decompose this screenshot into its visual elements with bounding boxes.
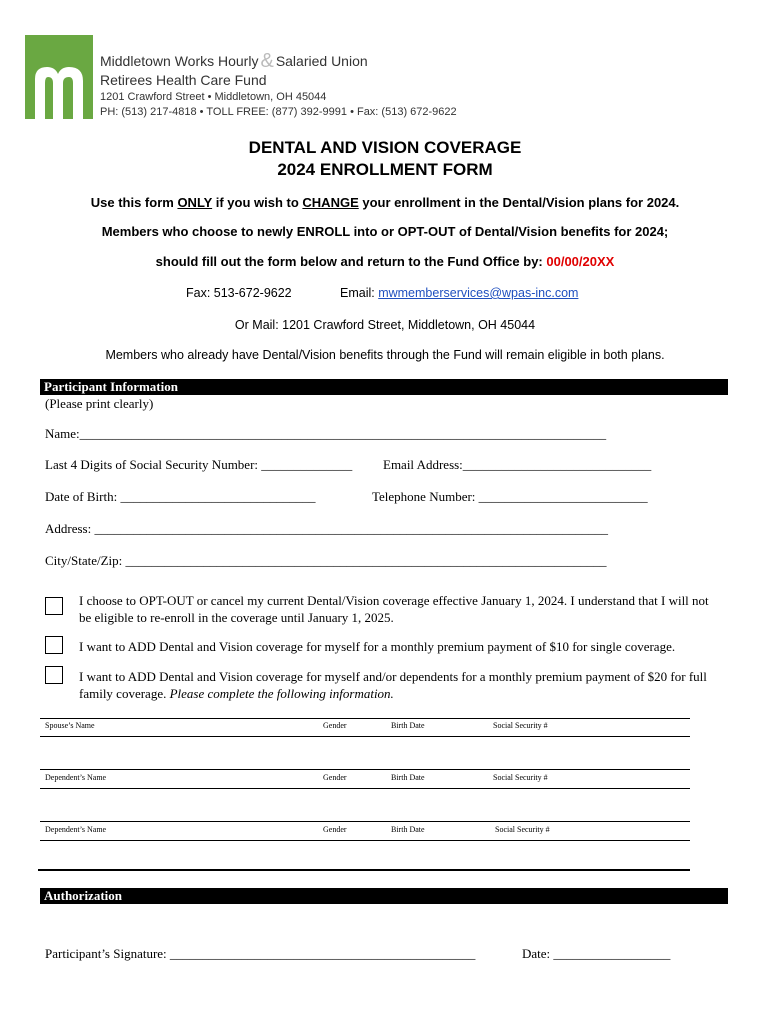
opt-out-checkbox[interactable] bbox=[45, 597, 63, 615]
ampersand: & bbox=[260, 50, 274, 72]
fund-logo bbox=[25, 35, 93, 119]
opt-out-text: I choose to OPT-OUT or cancel my current Dental/Vision coverage effective January 1, 2024. I understand that I will not be eligible to re-enroll in the coverage until January 1, 2025. bbox=[79, 593, 709, 625]
eligibility-note: Members who already have Dental/Vision benefits through the Fund will remain eligible in both plans. bbox=[105, 348, 665, 362]
email-link[interactable]: mwmemberservices@wpas-inc.com bbox=[378, 286, 579, 300]
authorization-section-header: Authorization bbox=[40, 888, 728, 904]
dependent1-birth-label: Birth Date bbox=[391, 773, 425, 782]
mail-address: Or Mail: 1201 Crawford Street, Middletown, OH 45044 bbox=[234, 318, 536, 332]
print-clearly-note: (Please print clearly) bbox=[45, 396, 154, 411]
form-title-line2: 2024 ENROLLMENT FORM bbox=[277, 160, 493, 179]
spouse-birth-label: Birth Date bbox=[391, 721, 425, 730]
email-line: Email: mwmemberservices@wpas-inc.com bbox=[340, 286, 579, 300]
spouse-ssn-label: Social Security # bbox=[493, 721, 548, 730]
dependent2-entry-line[interactable] bbox=[40, 840, 690, 841]
dependent2-ssn-label: Social Security # bbox=[495, 825, 550, 834]
dependent1-name-label: Dependent’s Name bbox=[45, 773, 107, 782]
dependent1-entry-line[interactable] bbox=[40, 788, 690, 789]
intro-line2: Members who choose to newly ENROLL into or OPT-OUT of Dental/Vision benefits for 2024; bbox=[101, 224, 669, 239]
divider bbox=[40, 769, 690, 770]
divider bbox=[40, 821, 690, 822]
signature-field[interactable]: Participant’s Signature: _______________________________________________ bbox=[45, 946, 476, 961]
spouse-name-label: Spouse’s Name bbox=[45, 721, 95, 730]
add-single-checkbox[interactable] bbox=[45, 636, 63, 654]
org-address: 1201 Crawford Street • Middletown, OH 45044 bbox=[100, 91, 327, 103]
dob-field[interactable]: Date of Birth: ______________________________ bbox=[45, 489, 316, 504]
address-field[interactable]: Address: _______________________________________________________________________________ bbox=[45, 521, 608, 536]
return-date: 00/00/20XX bbox=[546, 254, 615, 269]
name-field[interactable]: Name:_________________________________________________________________________________ bbox=[45, 426, 607, 441]
intro-line1: Use this form ONLY if you wish to CHANGE your enrollment in the Dental/Vision plans for 2024. bbox=[90, 195, 680, 210]
spouse-gender-label: Gender bbox=[323, 721, 347, 730]
add-family-text: I want to ADD Dental and Vision coverage for myself and/or dependents for a monthly premium payment of $20 for full family coverage. Please complete the following information. bbox=[79, 669, 707, 701]
add-single-text: I want to ADD Dental and Vision coverage for myself for a monthly premium payment of $10 for single coverage. bbox=[79, 639, 676, 654]
dependent1-gender-label: Gender bbox=[323, 773, 347, 782]
form-title-line1: DENTAL AND VISION COVERAGE bbox=[248, 138, 522, 157]
signature-date-field[interactable]: Date: __________________ bbox=[522, 946, 671, 961]
intro-line3: should fill out the form below and return to the Fund Office by: 00/00/20XX bbox=[155, 254, 615, 269]
email-address-field[interactable]: Email Address:_____________________________ bbox=[383, 457, 652, 472]
spouse-entry-line[interactable] bbox=[40, 736, 690, 737]
telephone-field[interactable]: Telephone Number: __________________________ bbox=[372, 489, 648, 504]
ssn-field[interactable]: Last 4 Digits of Social Security Number: ______________ bbox=[45, 457, 353, 472]
city-state-zip-field[interactable]: City/State/Zip: __________________________________________________________________________ bbox=[45, 553, 607, 568]
org-name-line2: Retirees Health Care Fund bbox=[100, 72, 267, 88]
org-phones: PH: (513) 217-4818 • TOLL FREE: (877) 392-9991 • Fax: (513) 672-9622 bbox=[100, 106, 457, 118]
participant-section-header: Participant Information bbox=[40, 379, 728, 395]
dependent2-name-label: Dependent’s Name bbox=[45, 825, 107, 834]
fax-number: Fax: 513-672-9622 bbox=[186, 286, 292, 300]
dependent2-gender-label: Gender bbox=[323, 825, 347, 834]
dependents-end-divider bbox=[38, 869, 690, 871]
dependent1-ssn-label: Social Security # bbox=[493, 773, 548, 782]
dependent2-birth-label: Birth Date bbox=[391, 825, 425, 834]
org-name-line1: Middletown Works Hourly & Salaried Union bbox=[100, 50, 368, 72]
add-family-checkbox[interactable] bbox=[45, 666, 63, 684]
divider bbox=[40, 718, 690, 719]
